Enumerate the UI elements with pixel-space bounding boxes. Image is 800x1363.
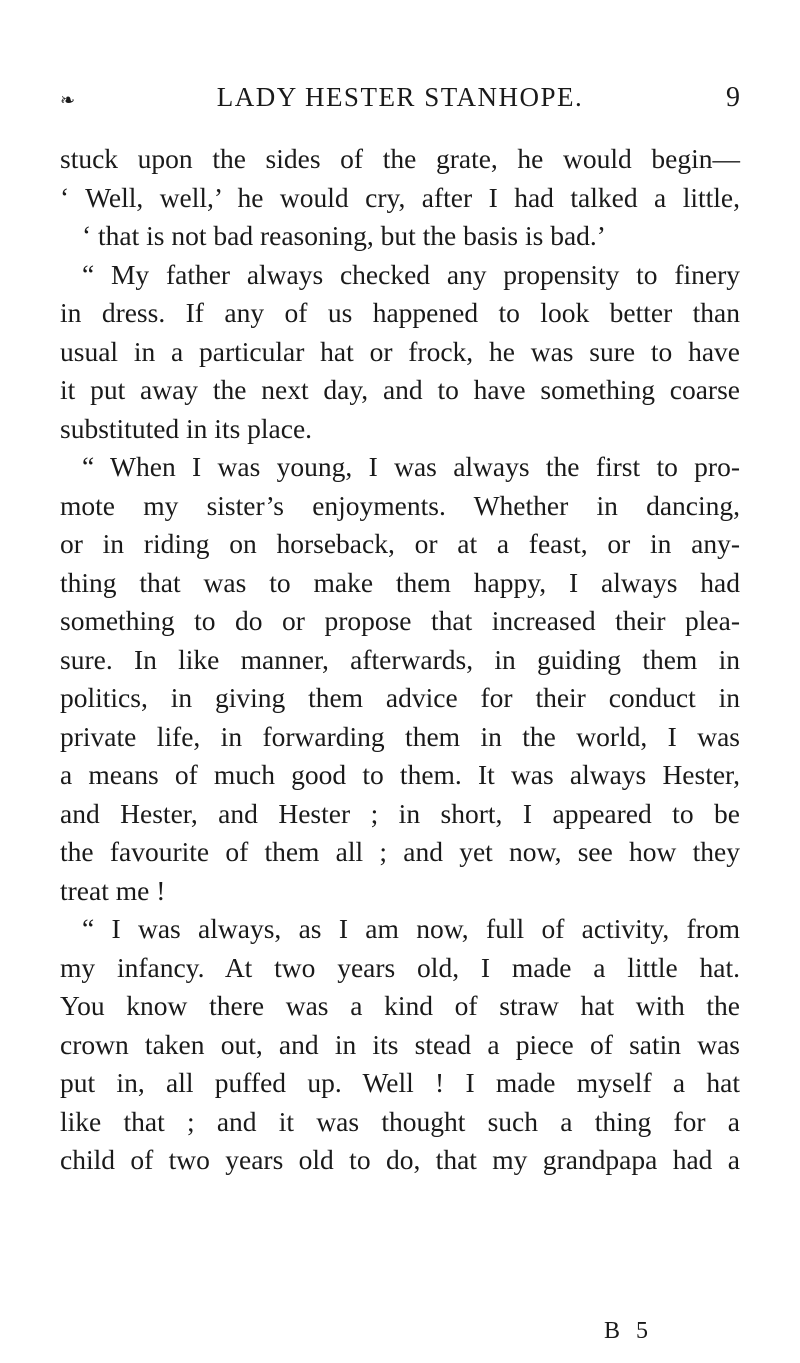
page-number: 9 (726, 82, 740, 113)
text-line: treat me ! (60, 874, 166, 906)
text-line: and Hester, and Hester ; in short, I appeared to be (60, 797, 740, 829)
text-line: like that ; and it was thought such a thing for a (60, 1105, 740, 1137)
text-line: substituted in its place. (60, 412, 313, 444)
text-line: my infancy. At two years old, I made a little hat. (60, 951, 740, 983)
text-line: “ I was always, as I am now, full of activity, from (82, 913, 740, 944)
text-line: mote my sister’s enjoyments. Whether in dancing, (60, 489, 740, 521)
running-header (60, 82, 740, 122)
text-line: put in, all puffed up. Well ! I made myself a hat (60, 1067, 740, 1098)
text-line: a means of much good to them. It was always Hester, (60, 759, 740, 790)
text-line: private life, in forwarding them in the world, I was (60, 720, 740, 752)
text-line: politics, in giving them advice for their conduct in (60, 682, 740, 713)
text-line: sure. In like manner, afterwards, in guiding them in (60, 643, 740, 675)
signature-mark: B 5 (604, 1318, 654, 1344)
text-line: it put away the next day, and to have something coarse (60, 374, 740, 405)
text-line: ‘ that is not bad reasoning, but the basis is bad.’ (82, 220, 606, 251)
text-line: You know there was a kind of straw hat with the (60, 990, 740, 1021)
text-line: in dress. If any of us happened to look better than (60, 297, 740, 328)
text-line: “ When I was young, I was always the first to pro- (82, 451, 740, 482)
text-line: thing that was to make them happy, I always had (60, 566, 740, 598)
page-title: LADY HESTER STANHOPE. (216, 82, 584, 112)
text-line: “ My father always checked any propensity to finery (82, 258, 740, 290)
text-line: something to do or propose that increased their plea- (60, 605, 740, 636)
ornament-icon: ❧ (60, 90, 76, 110)
text-line: the favourite of them all ; and yet now, see how they (60, 836, 740, 867)
text-line: crown taken out, and in its stead a piece of satin was (60, 1028, 740, 1060)
text-line: usual in a particular hat or frock, he was sure to have (60, 335, 740, 367)
text-line: or in riding on horseback, or at a feast, or in any- (60, 528, 740, 559)
text-line: ‘ Well, well,’ he would cry, after I had talked a little, (60, 181, 740, 213)
text-line: stuck upon the sides of the grate, he would begin— (60, 143, 740, 174)
text-line: child of two years old to do, that my grandpapa had a (60, 1144, 740, 1175)
body-text (60, 140, 740, 1180)
